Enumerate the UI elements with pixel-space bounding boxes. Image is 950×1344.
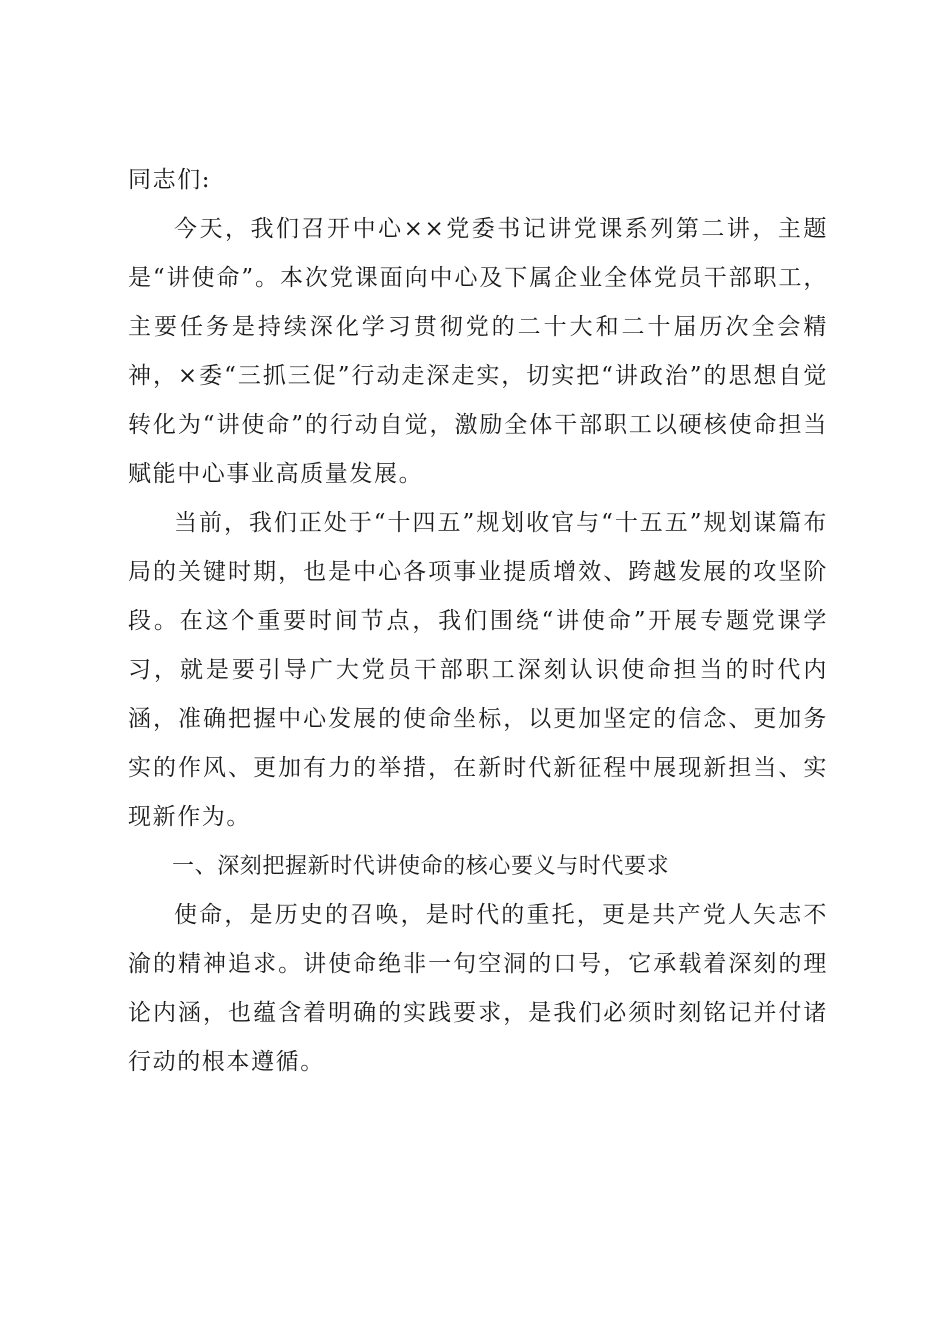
context-paragraph: 当前，我们正处于“十四五”规划收官与“十五五”规划谋篇布局的关键时期，也是中心各项事业提质增效、跨越发展的攻坚阶段。在这个重要时间节点，我们围绕“讲使命”开展专题党课学习，就是要引导广大党员干部职工深刻认识使命担当的时代内涵，准确把握中心发展的使命坐标，以更加坚定的信念、更加务实的作风、更加有力的举措，在新时代新征程中展现新担当、实现新作为。: [128, 510, 828, 830]
document-body: [128, 156, 828, 1087]
intro-paragraph: 今天，我们召开中心××党委书记讲党课系列第二讲，主题是“讲使命”。本次党课面向中心及下属企业全体党员干部职工，主要任务是持续深化学习贯彻党的二十大和二十届历次全会精神，×委“三抓三促”行动走深走实，切实把“讲政治”的思想自觉转化为“讲使命”的行动自觉，激励全体干部职工以硬核使命担当赋能中心事业高质量发展。: [128, 216, 828, 487]
section-heading: 一、深刻把握新时代讲使命的核心要义与时代要求: [172, 854, 670, 879]
salutation: 同志们:: [128, 167, 212, 193]
section-paragraph: 使命，是历史的召唤，是时代的重托，更是共产党人矢志不渝的精神追求。讲使命绝非一句空洞的口号，它承载着深刻的理论内涵，也蕴含着明确的实践要求，是我们必须时刻铭记并付诸行动的根本遵循。: [128, 902, 828, 1075]
